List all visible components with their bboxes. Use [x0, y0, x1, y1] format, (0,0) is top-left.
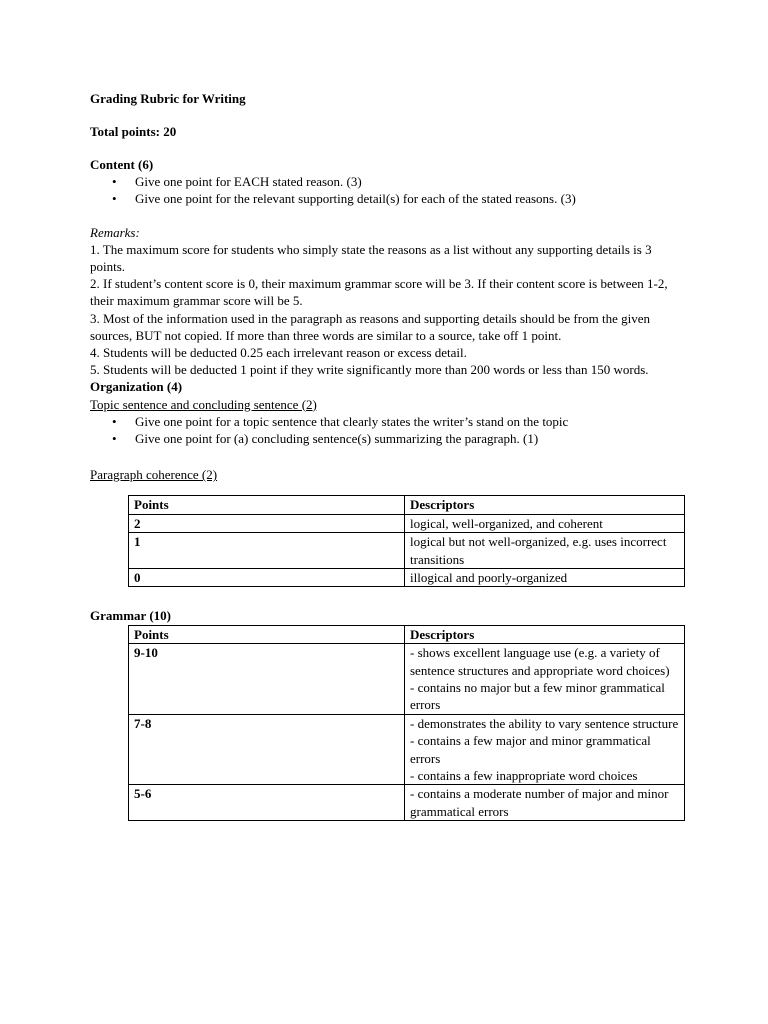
table-row — [129, 644, 685, 715]
remark-item: 4. Students will be deducted 0.25 each irrelevant reason or excess detail. — [90, 345, 467, 361]
header-cell: Descriptors — [405, 625, 685, 643]
descriptor-line: - contains a moderate number of major and minor grammatical errors — [410, 786, 669, 819]
list-item: • Give one point for the relevant supporting detail(s) for each of the stated reasons. (3) — [112, 191, 576, 207]
topic-sentence-heading: Topic sentence and concluding sentence (2) — [90, 396, 317, 412]
bullet-icon: • — [112, 191, 117, 207]
table-header-row — [129, 496, 685, 514]
table-row — [129, 569, 685, 587]
descriptor-cell: logical, well-organized, and coherent — [405, 514, 685, 532]
bullet-icon: • — [112, 431, 117, 447]
header-cell: Points — [129, 496, 405, 514]
bullet-icon: • — [112, 174, 117, 190]
remark-item: 1. The maximum score for students who simply state the reasons as a list without any supporting details is 3 points. — [90, 241, 652, 275]
points-cell: 0 — [129, 569, 405, 587]
points-cell: 2 — [129, 514, 405, 532]
points-cell: 5-6 — [129, 785, 405, 821]
total-points: Total points: 20 — [90, 124, 177, 139]
remark-item: 2. If student’s content score is 0, their maximum grammar score will be 3. If their content score is between 1-2, their maximum grammar score will be 5. — [90, 276, 668, 309]
list-item: • Give one point for EACH stated reason. (3) — [112, 174, 362, 190]
remark-item: 3. Most of the information used in the paragraph as reasons and supporting details should be from the given sources, BUT not copied. If more than three words are similar to a source, take off 1 point. — [90, 310, 650, 343]
document-page — [90, 90, 680, 821]
content-heading: Content (6) — [90, 157, 154, 172]
descriptor-cell: illogical and poorly-organized — [405, 569, 685, 587]
remarks-label: Remarks: — [90, 224, 140, 240]
descriptor-line: - contains a few major and minor grammatical errors — [410, 733, 651, 766]
points-cell: 7-8 — [129, 714, 405, 785]
remarks-list — [90, 241, 680, 379]
list-item: • Give one point for a topic sentence that clearly states the writer’s stand on the topic — [112, 413, 569, 429]
paragraph-coherence-heading: Paragraph coherence (2) — [90, 467, 218, 483]
table-row — [129, 514, 685, 532]
list-item: • Give one point for (a) concluding sentence(s) summarizing the paragraph. (1) — [112, 431, 539, 447]
grammar-heading: Grammar (10) — [90, 608, 171, 624]
table-row — [129, 533, 685, 569]
content-bullet-list — [90, 173, 680, 207]
table-header-row — [129, 625, 685, 643]
descriptor-line: - contains no major but a few minor grammatical errors — [410, 679, 665, 713]
descriptor-cell — [405, 714, 685, 785]
remark-item: 5. Students will be deducted 1 point if they write significantly more than 200 words or less than 150 words. — [90, 362, 649, 378]
bullet-icon: • — [112, 413, 117, 429]
organization-heading: Organization (4) — [90, 379, 183, 395]
descriptor-line: - contains a few inappropriate word choices — [410, 767, 638, 783]
table-row — [129, 785, 685, 821]
header-cell: Points — [129, 625, 405, 643]
descriptor-cell — [405, 644, 685, 715]
descriptor-line: - demonstrates the ability to vary sentence structure — [410, 715, 679, 731]
organization-bullet-list — [90, 413, 680, 447]
descriptor-cell: logical but not well-organized, e.g. uses incorrect transitions — [405, 533, 685, 569]
header-cell: Descriptors — [405, 496, 685, 514]
points-cell: 9-10 — [129, 644, 405, 715]
descriptor-cell — [405, 785, 685, 821]
document-title: Grading Rubric for Writing — [90, 91, 246, 106]
grammar-table — [128, 625, 685, 821]
descriptor-line: - shows excellent language use (e.g. a variety of sentence structures and appropriate word choices) — [410, 645, 670, 678]
table-row — [129, 714, 685, 785]
coherence-table — [128, 495, 685, 587]
points-cell: 1 — [129, 533, 405, 569]
